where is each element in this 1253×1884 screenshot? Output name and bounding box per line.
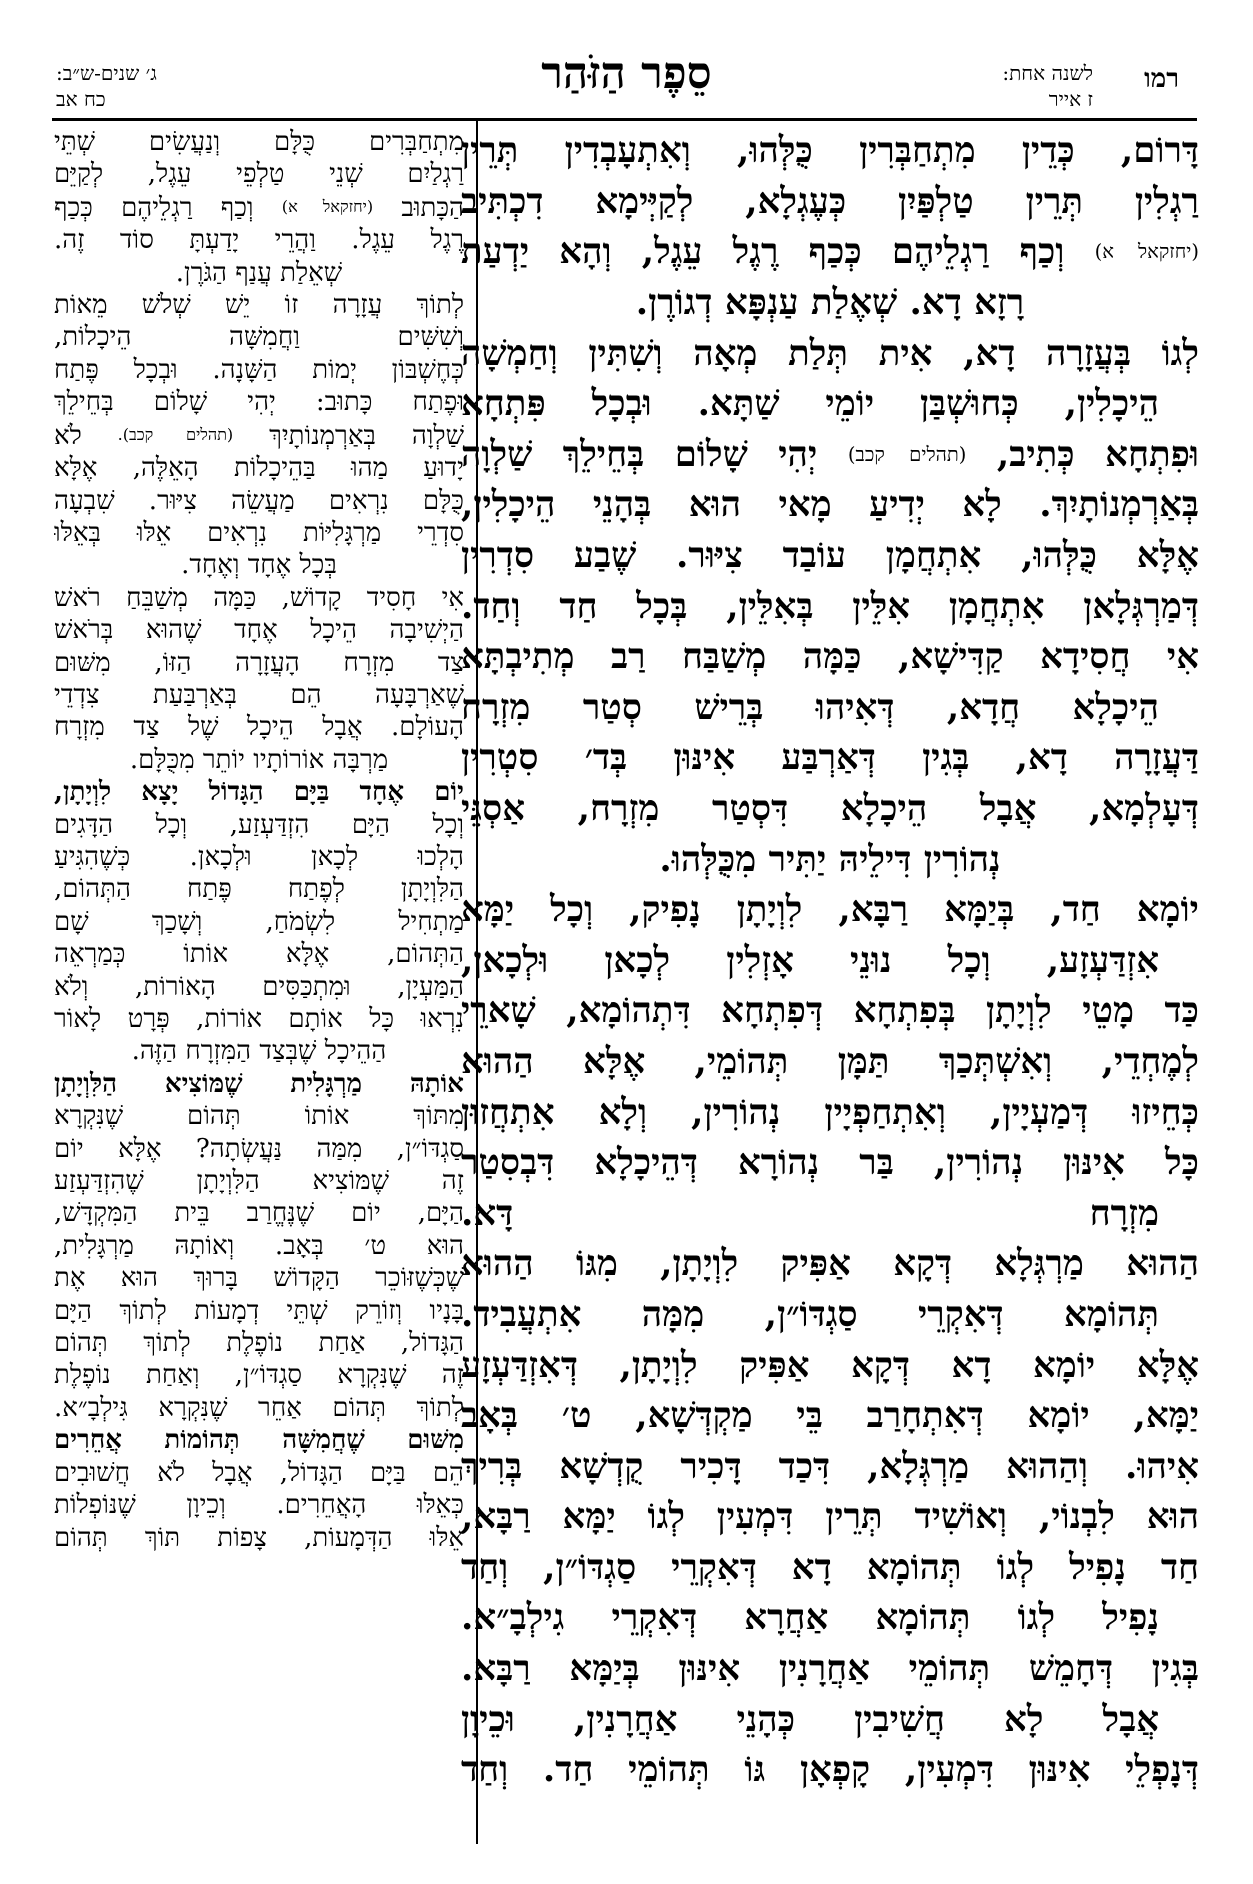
line-text: וְכַף רַגְלֵיהֶם כְּכַף רֶגֶל עֵגֶל, וְהָא יַדְעַת (461, 231, 1065, 273)
line-text: הַלִּוְיָתָן לְפֶתַח פֶּתַח הַתְּהוֹם, (54, 874, 464, 905)
line-text: כֻּלָּם נִרְאִים מַעֲשֵׂה צִיּוּר. שִׁבְעָה (54, 485, 464, 516)
text-line (461, 480, 1199, 531)
line-text: הַהֵיכָל שֶׁבְּצַד הַמִּזְרָח הַזֶּה. (131, 1036, 387, 1067)
line-text: רֶגֶל עֵגֶל. וַהֲרֵי יָדַעְתָּ סוֹד זֶה. (54, 225, 464, 256)
line-text: הָעוֹלָם. אֲבָל הֵיכָל שֶׁל צַד מִזְרָח (54, 712, 464, 743)
line-text: הָלְכוּ לְכָאן וּלְכָאן. כְּשֶׁהִגִּיעַ (54, 841, 464, 872)
line-text: צַד מִזְרָח הָעֲזָרָה הַזּוֹ, מִשּׁוּם (54, 647, 464, 678)
text-line (54, 257, 464, 289)
text-line (461, 1492, 1199, 1543)
text-line (54, 776, 464, 808)
line-text: שְׁאֵלַת עֲנַף הַגֹּרֶן. (175, 257, 343, 288)
line-text: לְמֶחְדֵי, וְאִשְׁתְּכַךְ תַּמָּן תְּהוֹמֵי, אֶלָּא הַהוּא (461, 1040, 1199, 1082)
line-text: הֵיכָלִין, כְּחוּשְׁבַּן יוֹמֵי שַׁתָּא. וּבְכָל פִּתְחָא (461, 383, 1159, 425)
line-text: הַיָּם, יוֹם שֶׁנֶּחֱרַב בֵּית הַמִּקְדָּשׁ, (54, 1198, 464, 1229)
line-text: הוּא לִבְנוֹי, וְאוֹשִׁיד תְּרֵין דִּמְעִין לְגוֹ יַמָּא רַבָּא, (461, 1496, 1199, 1538)
line-text: סִדְרֵי מַרְגָּלִיּוֹת נִרְאִים אֵלּוּ בְּאֵלּוּ (54, 517, 464, 548)
text-line (461, 1189, 1199, 1240)
line-text: יָדוּעַ מַהוּ בַּהֵיכָלוֹת הָאֵלֶּה, אֶלָּא (54, 453, 464, 484)
text-line (54, 452, 464, 484)
text-line (461, 126, 1199, 177)
line-text: הוּא ט׳ בְּאָב. וְאוֹתָהּ מַרְגָּלִית, (54, 1230, 464, 1261)
line-text: הַמַּעְיָן, וּמִתְכַּסִּים הָאוֹרוֹת, וְלֹא (54, 971, 464, 1002)
line-text: וְכַף רַגְלֵיהֶם כְּכַף (54, 192, 254, 223)
line-text: נְהוֹרִין דִּילֵיהּ יַתִּיר מִכֻּלְּהוּ. (659, 838, 1001, 880)
text-line (461, 1341, 1199, 1392)
text-line (54, 549, 464, 581)
line-text: שֶׁכְּשֶׁזּוֹכֵר הַקָּדוֹשׁ בָּרוּךְ הוּא אֶת (54, 1263, 464, 1294)
text-line (54, 1068, 464, 1100)
text-line (461, 632, 1199, 683)
text-line (54, 614, 464, 646)
text-line (461, 531, 1199, 582)
text-line (54, 679, 464, 711)
text-line (54, 1522, 464, 1554)
line-text: דָּרוֹם, כְּדֵין מִתְחַבְּרִין כֻּלְּהוּ, וְאִתְעָבְדִין תְּרֵין (461, 130, 1199, 171)
line-text: בְּאַרְמְנוֹתָיִךְ. לָא יְדִיעַ מָאי הוּא בְּהָנֵי הֵיכָלִין, (461, 484, 1199, 526)
header-rule (52, 118, 1197, 121)
line-text: אֶלָּא כֻּלְּהוּ, אִתְחֲמָן עוֹבַד צִיּוּר. שֶׁבַע סִדְרִין (461, 535, 1199, 576)
line-text: דְּנָפְלֵי אִינּוּן דִּמְעִין, קָפְאָן גּוֹ תְּהוֹמֵי חַד. וְחַד (461, 1749, 1199, 1791)
text-line (461, 986, 1199, 1037)
line-text: הַכָּתוּב (401, 192, 464, 223)
line-text: לְגוֹ בְּעֲזָרָה דָא, אִית תְּלַת מְאָה וְשִׁתִּין וְחַמְשָׁה (461, 332, 1199, 374)
text-line (54, 1230, 464, 1262)
text-line (54, 191, 464, 224)
text-line (461, 177, 1199, 228)
schedule-label: ג׳ שנים-ש״ב: (56, 61, 157, 85)
schedule-label: לשנה אחת: (1002, 61, 1093, 85)
line-text: הֵיכָלָא חֲדָא, דְּאִיהוּ בְּרֵישׁ סְטַר מִזְרָח (461, 686, 1159, 728)
book-title: סֵפֶר הַזֹּהַר (541, 48, 712, 99)
text-line (461, 1239, 1199, 1290)
text-line (461, 1695, 1199, 1746)
text-line (54, 1295, 464, 1327)
line-text: אֵלּוּ הַדְּמָעוֹת, צָפוֹת תּוֹךְ תְּהוֹם (54, 1522, 464, 1553)
line-text: מִתּוֹךְ אוֹתוֹ תְּהוֹם שֶׁנִּקְרָא (54, 1101, 464, 1132)
line-text: דְּמַרְגְּלָאן אִתְחֲמָן אִלֵּין בְּאִלֵּין, בְּכָל חַד וְחַד. (461, 585, 1199, 627)
line-text: כַּד מָטֵי לִוְיָתָן בְּפִתְחָא דְּפִתְחָא דִּתְהוֹמָא, שָׁארֵי (461, 990, 1199, 1032)
line-text: אִי חֲסִידָא קַדִּישָׁא, כַּמָּה מְשַׁבַּח רַב מְתִיבְתָּא (461, 636, 1199, 678)
text-line (54, 224, 464, 256)
text-line (54, 419, 464, 452)
line-text: מִתְחַבְּרִים כֻּלָּם וְנַעֲשִׂים שְׁתֵּי (54, 127, 464, 157)
line-text: מַתְחִיל לִשְׂמֹחַ, וְשָׁכַךְ שָׁם (54, 906, 464, 937)
line-text: מִזְרָח דָּא. (461, 1192, 1159, 1234)
text-line (461, 1745, 1199, 1796)
line-text: יְהִי שָׁלוֹם בְּחֵילֵךְ שַׁלְוָה (461, 433, 818, 475)
verse-reference: (תהלים קכב) (847, 442, 967, 466)
line-text: וְשִׁשִּׁים וַחֲמִשָּׁה הֵיכָלוֹת, (54, 322, 464, 353)
text-line (54, 1327, 464, 1359)
text-line (54, 582, 464, 614)
text-line (54, 841, 464, 873)
line-text: כָּל אִינּוּן נְהוֹרִין, בַּר נְהוֹרָא דְּהֵיכָלָא דִּבְסִטַר (461, 1142, 1199, 1184)
line-text: זֶה שֶׁמּוֹצִיא הַלִּוְיָתָן שֶׁהִזְדַּעְזַע (54, 1166, 464, 1197)
line-text: רַגְלִין תְּרֵין טַלְפַּיִן כְּעֶגְלָא, לְקַיְּימָא דִכְתִּיב (461, 180, 1199, 222)
text-line (54, 386, 464, 418)
aramaic-text-column (461, 126, 1199, 1846)
line-text: דַּעֲזָרָה דָא, בְּגִין דְּאַרְבַּע אִינּוּן בְּד׳ סִטְרִין (461, 737, 1199, 779)
text-line (461, 1088, 1199, 1139)
line-text: אִי חָסִיד קָדוֹשׁ, כַּמָּה מְשַׁבֵּחַ רֹאשׁ (54, 582, 464, 613)
text-line (54, 1035, 464, 1067)
line-text: כְּאֵלּוּ הָאֲחֵרִים. וְכֵיוָן שֶׁנּוֹפְלוֹת (54, 1490, 464, 1521)
text-line (54, 647, 464, 679)
text-line (54, 1424, 464, 1456)
verse-reference: (תהלים קכב). (117, 424, 234, 444)
text-line (54, 1100, 464, 1132)
hebrew-translation-column (54, 126, 464, 1846)
text-line (461, 329, 1199, 380)
line-text: יוֹמָא חַד, בְּיַמָּא רַבָּא, לִוְיָתָן נָפִיק, וְכָל יַמָּא (461, 889, 1199, 931)
page-number: רמו (1144, 64, 1179, 94)
text-line (54, 873, 464, 905)
text-line (461, 885, 1199, 936)
text-line (54, 1133, 464, 1165)
line-text: כְּחֵיזוּ דְּמַעְיָין, וְאִתְחַפְיָין נְהוֹרִין, וְלָא אִתְחֲזוּן (461, 1091, 1199, 1133)
line-text: אֲבָל לָא חֲשִׁיבִין כְּהָנֵי אַחֲרָנִין, וּכֵיוָן (461, 1698, 1159, 1740)
text-line (461, 379, 1199, 430)
line-text: רַגְלַיִם שְׁנֵי טַלְפֵי עֵגֶל, לְקַיֵּם (54, 159, 464, 190)
text-line (54, 1262, 464, 1294)
text-line (54, 906, 464, 938)
text-line (54, 485, 464, 517)
text-line (461, 936, 1199, 987)
text-line (461, 582, 1199, 633)
line-text: רָזָא דָא. שְׁאֶלַת עַנְפָּא דְגוֹרֶן. (635, 281, 1025, 323)
text-line (461, 227, 1199, 278)
line-text: שַׁלְוָה בְּאַרְמְנוֹתָיִךְ (269, 420, 464, 451)
line-text: הַתְּהוֹם, אֶלָּא אוֹתוֹ כְּמַרְאֵה (54, 939, 464, 970)
text-line (461, 1644, 1199, 1695)
text-line (461, 430, 1199, 481)
line-text: כְּחֶשְׁבּוֹן יְמוֹת הַשָּׁנָה. וּבְכָל פֶּתַח (54, 354, 464, 385)
text-line (54, 1392, 464, 1424)
line-text: הַהוּא מַרְגְּלָא דְּקָא אַפִּיק לִוְיָתָן, מִגּוֹ הַהוּא (461, 1243, 1199, 1285)
text-line (54, 711, 464, 743)
text-line (54, 1359, 464, 1391)
text-line (461, 1138, 1199, 1189)
line-text: לְתוֹךְ עֲזָרָה זוֹ יֵשׁ שְׁלֹשׁ מֵאוֹת (54, 290, 464, 321)
text-line (54, 354, 464, 386)
text-line (461, 1593, 1199, 1644)
text-line (54, 971, 464, 1003)
line-text: הַגָּדוֹל, אַחַת נוֹפֶלֶת לְתוֹךְ תְּהוֹם (54, 1328, 464, 1359)
text-line (54, 809, 464, 841)
line-text: וְכָל הַיָּם הִזְדַּעְזַע, וְכָל הַדָּגִים (54, 809, 464, 840)
text-line (461, 683, 1199, 734)
line-text: אִזְדַּעְזָע, וְכָל נוּנֵי אָזְלִין לְכָאן וּלְכָאן, (461, 939, 1159, 981)
text-line (461, 733, 1199, 784)
text-line (54, 938, 464, 970)
line-text: חַד נָפִיל לְגוֹ תְּהוֹמָא דָא דְּאִקְרֵי סַגְדּוֹ״ן, וְחַד (461, 1546, 1199, 1588)
text-line (461, 1543, 1199, 1594)
line-text: הַיְשִׁיבָה הֵיכָל אֶחָד שֶׁהוּא בְּרֹאשׁ (54, 615, 464, 646)
line-text: וּפִתְחָא כְּתִיב, (996, 433, 1199, 475)
text-line (54, 1457, 464, 1489)
line-text: אֶלָּא יוֹמָא דָא דְּקָא אַפִּיק לִוְיָתָן, דְּאִזְדַּעְזָע (461, 1344, 1199, 1386)
line-text: לְתוֹךְ תְּהוֹם אַחֵר שֶׁנִּקְרָא גִּילְבָ״א. (54, 1392, 464, 1423)
line-text: אוֹתָהּ מַרְגָּלִית שֶׁמּוֹצִיא הַלִּוְיָתָן (54, 1068, 464, 1099)
line-text: מִשּׁוּם שֶׁחֲמִשָּׁה תְּהוֹמוֹת אֲחֵרִים (54, 1425, 464, 1456)
verse-reference: (יחזקאל א) (281, 196, 374, 216)
line-text: נָפִיל לְגוֹ תְּהוֹמָא אַחֲרָא דְּאִקְרֵי גִילְבָ״א. (461, 1597, 1159, 1639)
text-line (461, 1442, 1199, 1493)
text-line (54, 517, 464, 549)
line-text: מַרְבָּה אוֹרוֹתָיו יוֹתֵר מִכֻּלָּם. (129, 744, 389, 775)
line-text: לֹא (54, 420, 82, 451)
line-text: בְּגִין דְּחָמֵשׁ תְּהוֹמֵי אַחֲרָנִין אִינּוּן בְּיַמָּא רַבָּא. (461, 1648, 1199, 1690)
line-text: נִרְאוּ כָּל אוֹתָם אוֹרוֹת, פְּרָט לָאוֹר (54, 1004, 464, 1034)
line-text: שֶׁאַרְבָּעָה הֵם בְּאַרְבַּעַת צִדְדֵי (54, 679, 464, 710)
line-text: יַמָּא, יוֹמָא דְּאִתְחָרַב בֵּי מַקְדְּשָׁא, ט׳ בְּאָב (461, 1395, 1199, 1437)
text-line (54, 1489, 464, 1521)
line-text: בָּנָיו וְזוֹרֵק שְׁתֵּי דְמָעוֹת לְתוֹךְ הַיָּם (54, 1295, 464, 1326)
schedule-date: ז אייר (1048, 87, 1093, 111)
text-line (54, 1003, 464, 1035)
line-text: תְּהוֹמָא דְּאִקְרֵי סַגְדּוֹ״ן, מִמָּה אִתְעֲבִיד. (461, 1293, 1159, 1335)
line-text: וּפֶתַח כָּתוּב: יְהִי שָׁלוֹם בְּחֵילֵךְ (54, 387, 464, 418)
line-text: יוֹם אֶחָד בַּיָּם הַגָּדוֹל יָצָא לִוְיָתָן, (54, 777, 464, 808)
text-line (54, 126, 464, 158)
text-line (54, 1197, 464, 1229)
text-line (461, 835, 1199, 886)
schedule-date: כח אב (56, 87, 106, 111)
text-line (461, 1391, 1199, 1442)
text-line (461, 1037, 1199, 1088)
line-text: דְּעָלְמָא, אֲבָל הֵיכָלָא דִּסְטַר מִזְרָח, אַסְגֵּי (461, 787, 1199, 829)
text-line (461, 1290, 1199, 1341)
line-text: בְּכָל אֶחָד וְאֶחָד. (181, 550, 337, 581)
text-line (54, 744, 464, 776)
line-text: זֶה שֶׁנִּקְרָא סַגְדּוֹ״ן, וְאַחַת נוֹפֶלֶת (54, 1360, 464, 1391)
text-line (54, 289, 464, 321)
line-text: אִיהוּ. וְהַהוּא מַרְגְּלָא, דִּכַד דָּכִיר קֻדְשָׁא בְּרִיךְ (461, 1445, 1199, 1487)
text-line (54, 1165, 464, 1197)
text-line (54, 158, 464, 190)
text-line (461, 784, 1199, 835)
verse-reference: (יחזקאל א) (1094, 240, 1199, 264)
line-text: סַגְדּוֹ״ן, מִמַּה נַּעֲשְׂתָה? אֶלָּא יוֹם (54, 1133, 464, 1164)
reading-schedule-left (56, 60, 276, 112)
text-line (461, 278, 1199, 329)
text-line (54, 321, 464, 353)
line-text: הֵם בַּיָּם הַגָּדוֹל, אֲבָל לֹא חֲשׁוּבִים (54, 1457, 464, 1488)
